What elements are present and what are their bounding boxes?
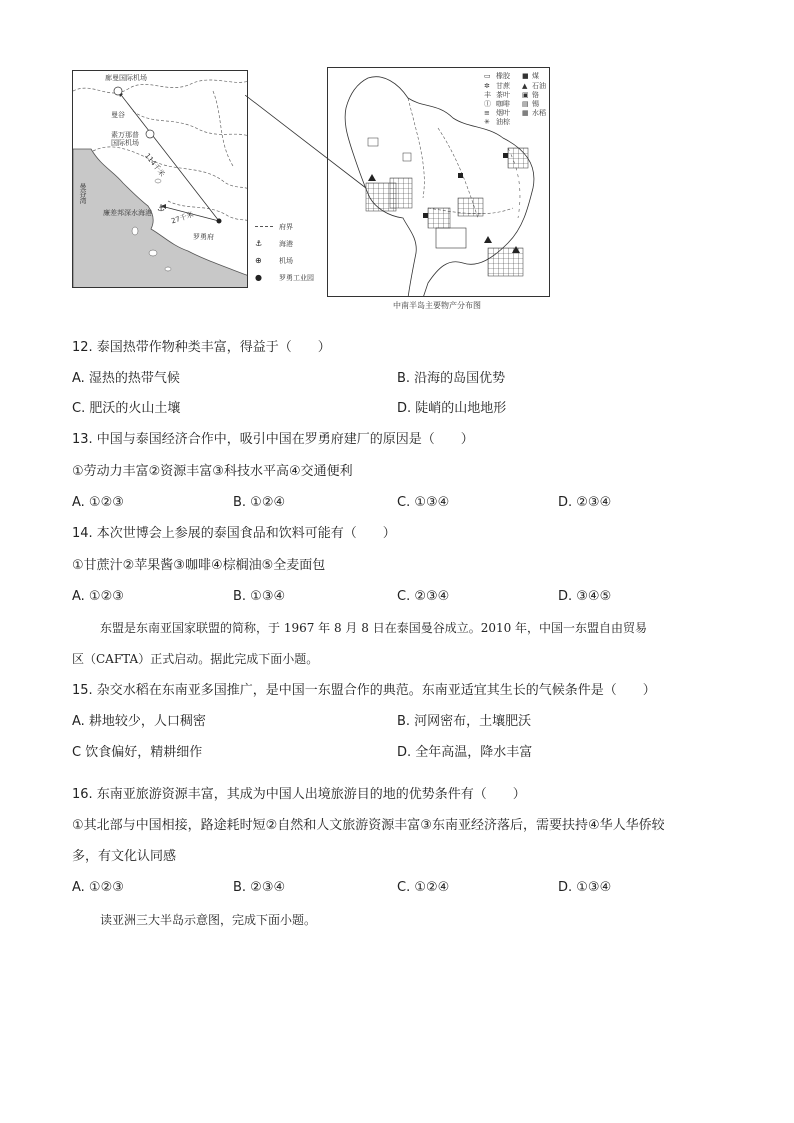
q13-option-d[interactable]: D. ②③④ [558, 495, 612, 510]
legend-label-tobacco: 烟叶 [496, 109, 510, 117]
dot-icon: ● [255, 273, 262, 282]
q16-option-a[interactable]: A. ①②③ [72, 880, 124, 895]
q14-option-c[interactable]: C. ②③④ [397, 589, 450, 604]
q13-option-a[interactable]: A. ①②③ [72, 495, 124, 510]
peninsula-intro: 读亚洲三大半岛示意图，完成下面小题。 [100, 913, 317, 927]
q16-option-b[interactable]: B. ②③④ [233, 880, 286, 895]
coal-icon: ■ [522, 72, 529, 80]
legend-label-oilpalm: 油棕 [496, 118, 510, 126]
label-airport-suvarnabhumi-2: 国际机场 [111, 139, 139, 147]
label-province: 罗勇府 [193, 233, 214, 241]
q12-option-d[interactable]: D. 陡峭的山地地形 [397, 401, 507, 416]
asean-intro-line-1: 东盟是东南亚国家联盟的简称，于 1967 年 8 月 8 日在泰国曼谷成立。2010 年，中国一东盟自由贸易 [100, 621, 648, 635]
q12-option-b[interactable]: B. 沿海的岛国优势 [397, 371, 506, 386]
legend-label-rice: 水稻 [532, 109, 546, 117]
q15-option-a[interactable]: A. 耕地较少，人口稠密 [72, 714, 206, 729]
q15-option-b[interactable]: B. 河网密布，土壤肥沃 [397, 714, 532, 729]
label-bangkok: 曼谷 [111, 111, 125, 119]
dot-icon [217, 219, 222, 224]
question-16-statements-2: 多，有文化认同感 [72, 849, 177, 864]
thailand-detail-map [72, 70, 248, 288]
tin-icon: ▤ [522, 100, 529, 108]
oilpalm-icon: ✳ [484, 118, 490, 126]
chromium-icon: ▣ [522, 91, 529, 99]
q15-option-d[interactable]: D. 全年高温，降水丰富 [397, 745, 533, 760]
anchor-icon: ⚓ [157, 204, 166, 214]
question-15-stem: 15. 杂交水稻在东南亚多国推广，是中国一东盟合作的典范。东南亚适宜其生长的气候条件是（ ） [72, 683, 656, 698]
tea-icon: 丰 [484, 91, 491, 99]
label-gulf: 曼谷湾 [79, 183, 87, 204]
legend-label-tin: 锡 [532, 100, 539, 108]
tobacco-icon: ≡ [484, 109, 490, 117]
q15-option-c[interactable]: C 饮食偏好，精耕细作 [72, 745, 203, 760]
right-map-caption: 中南半岛主要物产分布图 [393, 301, 481, 310]
question-16-stem: 16. 东南亚旅游资源丰富，其成为中国人出境旅游目的地的优势条件有（ ） [72, 787, 526, 802]
airport-icon [146, 130, 154, 138]
q12-option-c[interactable]: C. 肥沃的火山土壤 [72, 401, 181, 416]
q13-option-b[interactable]: B. ①②④ [233, 495, 286, 510]
label-airport-suvarnabhumi: 素万那普 [111, 131, 139, 139]
airport-icon: ⊕ [255, 256, 262, 265]
airport-icon [114, 87, 122, 95]
legend-label-coffee: 咖啡 [496, 100, 510, 108]
question-13-stem: 13. 中国与泰国经济合作中，吸引中国在罗勇府建厂的原因是（ ） [72, 432, 474, 447]
q16-option-c[interactable]: C. ①②④ [397, 880, 450, 895]
legend-label-coal: 煤 [532, 72, 539, 80]
label-distance-27: 27千米 [170, 210, 195, 226]
q16-option-d[interactable]: D. ①③④ [558, 880, 612, 895]
legend-label-sugarcane: 甘蔗 [496, 82, 510, 90]
coffee-icon: Ⓘ [484, 100, 491, 108]
q12-option-a[interactable]: A. 湿热的热带气候 [72, 371, 180, 386]
legend-row: ⊕ 机场 [255, 256, 293, 265]
legend-row: ● 罗勇工业园 [255, 273, 314, 282]
question-16-statements: ①其北部与中国相接，路途耗时短②自然和人文旅游资源丰富③东南亚经济落后，需要扶持④华人华侨较 [72, 818, 665, 833]
anchor-icon: ⚓ [255, 239, 263, 248]
right-map-legend [482, 70, 550, 130]
legend-label-chromium: 铬 [532, 91, 539, 99]
q14-option-a[interactable]: A. ①②③ [72, 589, 124, 604]
rice-icon: ▦ [522, 109, 529, 117]
question-13-statements: ①劳动力丰富②资源丰富③科技水平高④交通便利 [72, 464, 353, 479]
label-port: 廉差邦深水海港 [103, 209, 152, 217]
sugarcane-icon: ✲ [484, 82, 490, 90]
question-12-stem: 12. 泰国热带作物种类丰富，得益于（ ） [72, 340, 331, 355]
q14-option-d[interactable]: D. ③④⑤ [558, 589, 612, 604]
oil-icon: ▲ [522, 82, 528, 90]
indochina-products-map [327, 67, 550, 297]
rubber-icon: ▭ [484, 72, 491, 80]
label-distance-114: 114千米 [143, 151, 167, 179]
question-14-statements: ①甘蔗汁②苹果酱③咖啡④棕榈油⑤全麦面包 [72, 558, 326, 573]
q14-option-b[interactable]: B. ①③④ [233, 589, 286, 604]
q13-option-c[interactable]: C. ①③④ [397, 495, 450, 510]
legend-label-rubber: 橡胶 [496, 72, 510, 80]
label-airport-donmueang: 廊曼国际机场 [105, 74, 147, 82]
asean-intro-line-2: 区（CAFTA）正式启动。据此完成下面小题。 [72, 652, 319, 666]
thailand-map-drawing [73, 71, 248, 288]
legend-row: 府界 [255, 222, 325, 232]
dashed-line-icon [255, 226, 273, 227]
legend-label-tea: 茶叶 [496, 91, 510, 99]
legend-row: ⚓ 海港 [255, 239, 293, 248]
legend-label-oil: 石油 [532, 82, 546, 90]
question-14-stem: 14. 本次世博会上参展的泰国食品和饮料可能有（ ） [72, 526, 396, 541]
